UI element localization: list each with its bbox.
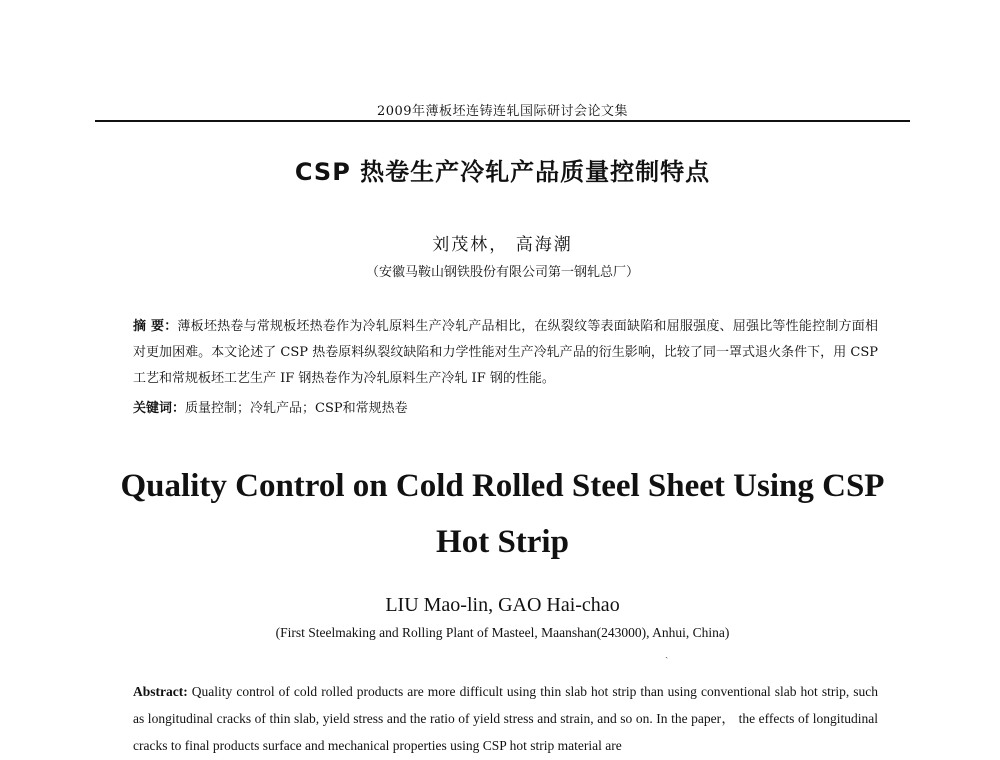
chinese-abstract [133,314,878,392]
english-affiliation: (First Steelmaking and Rolling Plant of Masteel, Maanshan(243000), Anhui, China) [275,625,730,640]
english-abstract-text: Quality control of cold rolled products are more difficult using thin slab hot strip than using conventional slab hot strip, such as longitudinal cracks of thin slab, yield stress and the ratio of yield stress and strain, and so on. In the paper， the effects of longitudinal cracks to final products surface and mechanical properties using CSP hot strip material are [133,684,879,753]
english-abstract [133,678,878,759]
chinese-keywords-text: 质量控制；冷轧产品；CSP和常规热卷 [185,401,408,416]
english-abstract-label: Abstract: [133,684,188,699]
english-authors: LIU Mao-lin, GAO Hai-chao [385,594,620,616]
chinese-abstract-label: 摘 要： [133,319,178,334]
chinese-affiliation: （安徽马鞍山钢铁股份有限公司第一钢轧总厂） [365,265,639,280]
english-title: Quality Control on Cold Rolled Steel Sheet Using CSP Hot Strip [120,468,885,560]
chinese-keywords-label: 关键词： [133,401,186,416]
chinese-title: CSP 热卷生产冷轧产品质量控制特点 [294,158,711,186]
chinese-abstract-text: 薄板坯热卷与常规板坯热卷作为冷轧原料生产冷轧产品相比，在纵裂纹等表面缺陷和屈服强度、屈强比等性能控制方面相对更加困难。本文论述了 CSP 热卷原料纵裂纹缺陷和力学性能对生产冷轧产品的衍生影响，比较了同一罩式退火条件下，用 CSP 工艺和常规板坯工艺生产 IF 钢热卷作为冷轧原料生产冷轧 IF 钢的性能。 [133,319,878,386]
chinese-keywords [133,400,878,418]
chinese-authors: 刘茂林， 高海潮 [432,235,573,255]
header-rule [95,120,910,122]
scan-artifact: ˏ [665,648,669,659]
running-header: 2009年薄板坯连铸连轧国际研讨会论文集 [376,104,629,119]
